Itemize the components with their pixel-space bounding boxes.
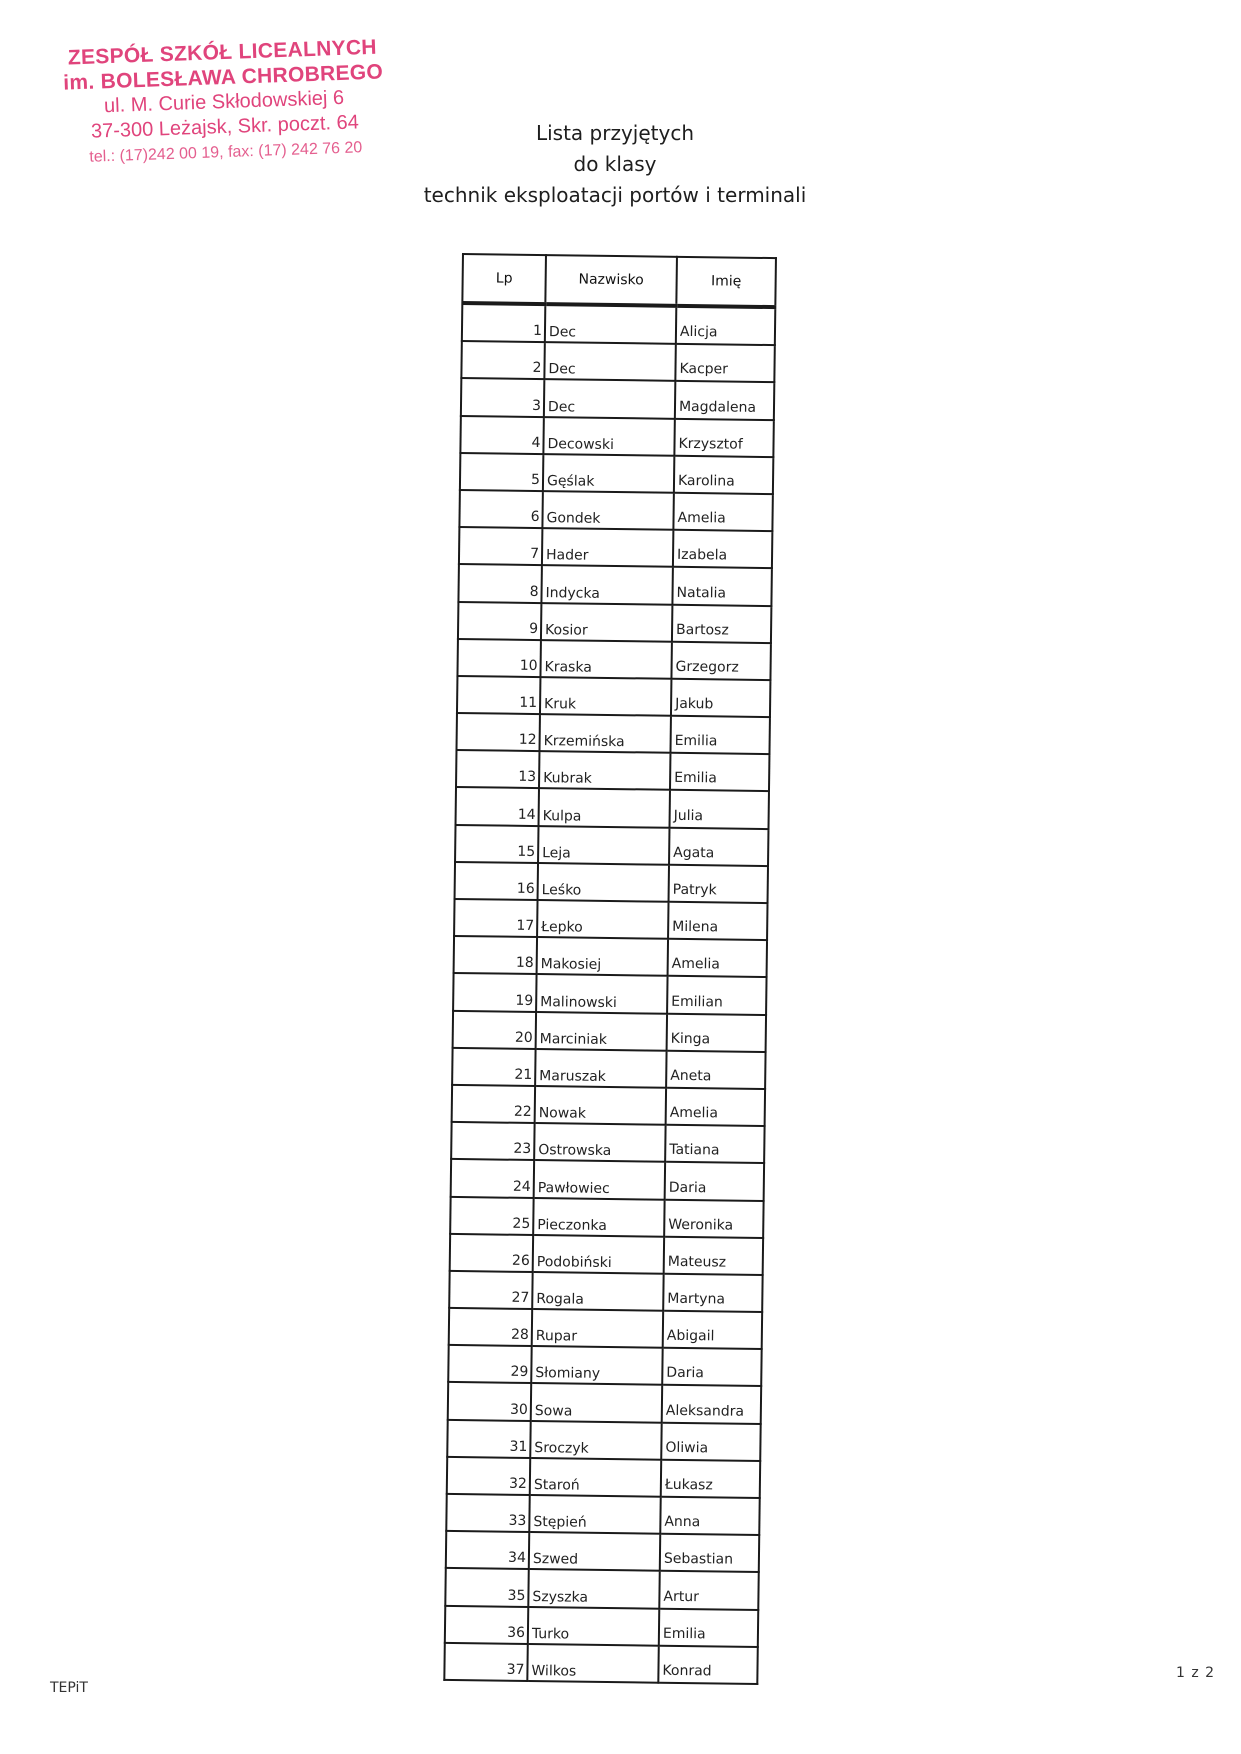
title-line-3: technik eksploatacji portów i terminali bbox=[423, 183, 807, 207]
table-row bbox=[460, 416, 773, 457]
cell-name: Emilian bbox=[667, 976, 766, 1014]
cell-surname: Dec bbox=[544, 379, 675, 418]
stamp-city: 37-300 Leżajsk, Skr. poczt. 64 bbox=[90, 111, 360, 143]
cell-surname: Marciniak bbox=[536, 1012, 667, 1051]
cell-lp: 9 bbox=[458, 601, 541, 639]
column-header-surname: Nazwisko bbox=[545, 255, 677, 306]
cell-name: Abigail bbox=[663, 1311, 762, 1349]
cell-name: Magdalena bbox=[675, 381, 774, 419]
table-row bbox=[452, 1048, 765, 1089]
table-row bbox=[447, 1420, 760, 1461]
cell-surname: Kruk bbox=[540, 677, 671, 716]
cell-surname: Sroczyk bbox=[530, 1421, 661, 1460]
cell-surname: Staroń bbox=[530, 1458, 661, 1497]
cell-lp: 1 bbox=[462, 303, 545, 342]
cell-surname: Wilkos bbox=[527, 1644, 658, 1683]
cell-name: Daria bbox=[662, 1348, 761, 1386]
cell-name: Krzysztof bbox=[674, 418, 773, 456]
cell-name: Izabela bbox=[673, 530, 772, 568]
cell-name: Natalia bbox=[672, 567, 771, 605]
cell-lp: 28 bbox=[449, 1308, 532, 1346]
cell-name: Alicja bbox=[676, 306, 775, 345]
cell-name: Weronika bbox=[664, 1199, 763, 1237]
table-row bbox=[449, 1271, 762, 1312]
cell-surname: Rogala bbox=[532, 1272, 663, 1311]
column-header-name: Imię bbox=[676, 257, 776, 307]
table-header-row bbox=[462, 254, 776, 307]
table-row bbox=[450, 1196, 763, 1237]
footer-class-code: TEPiT bbox=[50, 1680, 88, 1696]
table-row bbox=[456, 750, 769, 791]
cell-lp: 21 bbox=[452, 1048, 535, 1086]
cell-lp: 25 bbox=[450, 1196, 533, 1234]
table-row bbox=[447, 1457, 760, 1498]
cell-surname: Kraska bbox=[540, 640, 671, 679]
table-row bbox=[454, 936, 767, 977]
table-row bbox=[461, 378, 774, 419]
cell-surname: Kubrak bbox=[539, 751, 670, 790]
cell-surname: Leja bbox=[538, 826, 669, 865]
stamp-street: ul. M. Curie Skłodowskiej 6 bbox=[103, 86, 345, 118]
cell-surname: Gondek bbox=[542, 491, 673, 530]
cell-name: Jakub bbox=[671, 679, 770, 717]
table-row bbox=[451, 1159, 764, 1200]
cell-surname: Łepko bbox=[537, 900, 668, 939]
cell-name: Kacper bbox=[675, 344, 774, 382]
cell-name: Oliwia bbox=[661, 1422, 760, 1460]
table-row bbox=[455, 825, 768, 866]
cell-name: Bartosz bbox=[672, 604, 771, 642]
table-row bbox=[453, 973, 766, 1014]
cell-lp: 24 bbox=[451, 1159, 534, 1197]
school-stamp bbox=[52, 34, 396, 171]
column-header-lp: Lp bbox=[462, 254, 546, 304]
cell-lp: 10 bbox=[457, 639, 540, 677]
cell-name: Agata bbox=[669, 827, 768, 865]
cell-surname: Indycka bbox=[541, 565, 672, 604]
cell-name: Julia bbox=[669, 790, 768, 828]
page-title bbox=[405, 118, 825, 211]
admissions-table bbox=[443, 253, 777, 1685]
cell-name: Emilia bbox=[670, 716, 769, 754]
cell-lp: 37 bbox=[444, 1643, 527, 1681]
cell-surname: Gęślak bbox=[543, 454, 674, 493]
cell-lp: 18 bbox=[454, 936, 537, 974]
table-row bbox=[449, 1308, 762, 1349]
cell-surname: Dec bbox=[545, 304, 676, 344]
cell-name: Sebastian bbox=[660, 1534, 759, 1572]
table-row bbox=[459, 490, 772, 531]
table-row bbox=[457, 676, 770, 717]
cell-surname: Dec bbox=[544, 342, 675, 381]
cell-lp: 15 bbox=[455, 825, 538, 863]
stamp-school-name: ZESPÓŁ SZKÓŁ LICEALNYCH bbox=[67, 35, 378, 70]
cell-lp: 16 bbox=[455, 862, 538, 900]
table-row bbox=[444, 1643, 757, 1684]
page-number: 1 z 2 bbox=[1176, 1665, 1216, 1681]
table-row bbox=[462, 303, 775, 345]
cell-lp: 33 bbox=[446, 1494, 529, 1532]
table-row bbox=[448, 1345, 761, 1386]
cell-lp: 22 bbox=[452, 1085, 535, 1123]
cell-lp: 14 bbox=[456, 787, 539, 825]
cell-surname: Hader bbox=[542, 528, 673, 567]
table-row bbox=[459, 527, 772, 568]
table-row bbox=[450, 1234, 763, 1275]
cell-surname: Stępień bbox=[529, 1495, 660, 1534]
cell-name: Grzegorz bbox=[671, 641, 770, 679]
cell-lp: 8 bbox=[458, 564, 541, 602]
cell-lp: 20 bbox=[453, 1011, 536, 1049]
cell-surname: Kosior bbox=[541, 603, 672, 642]
cell-surname: Podobiński bbox=[533, 1235, 664, 1274]
table-row bbox=[458, 564, 771, 605]
cell-name: Artur bbox=[659, 1571, 758, 1609]
cell-surname: Pawłowiec bbox=[534, 1160, 665, 1199]
cell-name: Milena bbox=[668, 902, 767, 940]
cell-lp: 12 bbox=[456, 713, 539, 751]
cell-surname: Pieczonka bbox=[533, 1198, 664, 1237]
cell-name: Daria bbox=[665, 1162, 764, 1200]
cell-lp: 17 bbox=[454, 899, 537, 937]
cell-name: Karolina bbox=[674, 456, 773, 494]
cell-lp: 34 bbox=[446, 1531, 529, 1569]
cell-name: Amelia bbox=[668, 939, 767, 977]
cell-lp: 4 bbox=[460, 416, 543, 454]
cell-surname: Makosiej bbox=[537, 937, 668, 976]
cell-surname: Malinowski bbox=[536, 974, 667, 1013]
cell-lp: 31 bbox=[447, 1420, 530, 1458]
stamp-school-patron: im. BOLESŁAWA CHROBREGO bbox=[62, 60, 384, 95]
cell-name: Aleksandra bbox=[662, 1385, 761, 1423]
stamp-phone: tel.: (17)242 00 19, fax: (17) 242 76 20 bbox=[89, 139, 363, 166]
cell-lp: 7 bbox=[459, 527, 542, 565]
cell-lp: 19 bbox=[453, 973, 536, 1011]
cell-name: Łukasz bbox=[661, 1460, 760, 1498]
cell-lp: 26 bbox=[450, 1234, 533, 1272]
cell-surname: Decowski bbox=[543, 417, 674, 456]
cell-surname: Szwed bbox=[529, 1532, 660, 1571]
cell-lp: 2 bbox=[461, 341, 544, 379]
table-body bbox=[444, 303, 775, 1684]
cell-surname: Krzemińska bbox=[539, 714, 670, 753]
table-row bbox=[446, 1531, 759, 1572]
cell-name: Emilia bbox=[670, 753, 769, 791]
table-row bbox=[460, 453, 773, 494]
cell-name: Amelia bbox=[673, 493, 772, 531]
cell-lp: 35 bbox=[445, 1568, 528, 1606]
table-row bbox=[448, 1382, 761, 1423]
cell-surname: Leśko bbox=[538, 863, 669, 902]
cell-name: Martyna bbox=[663, 1274, 762, 1312]
cell-lp: 27 bbox=[449, 1271, 532, 1309]
table-row bbox=[445, 1605, 758, 1646]
cell-lp: 13 bbox=[456, 750, 539, 788]
cell-lp: 11 bbox=[457, 676, 540, 714]
table-row bbox=[451, 1122, 764, 1163]
cell-name: Emilia bbox=[659, 1608, 758, 1646]
title-line-2: do klasy bbox=[573, 152, 657, 176]
cell-name: Tatiana bbox=[665, 1125, 764, 1163]
cell-surname: Słomiany bbox=[531, 1346, 662, 1385]
cell-lp: 3 bbox=[461, 378, 544, 416]
cell-lp: 32 bbox=[447, 1457, 530, 1495]
table-row bbox=[455, 862, 768, 903]
cell-lp: 30 bbox=[448, 1382, 531, 1420]
table-row bbox=[456, 713, 769, 754]
table-row bbox=[452, 1085, 765, 1126]
cell-surname: Ostrowska bbox=[534, 1123, 665, 1162]
cell-surname: Turko bbox=[528, 1607, 659, 1646]
title-line-1: Lista przyjętych bbox=[535, 121, 695, 145]
table-row bbox=[461, 341, 774, 382]
admissions-table-wrapper bbox=[443, 253, 777, 1685]
cell-name: Mateusz bbox=[664, 1236, 763, 1274]
cell-name: Anna bbox=[660, 1497, 759, 1535]
table-row bbox=[457, 639, 770, 680]
cell-surname: Kulpa bbox=[539, 788, 670, 827]
cell-lp: 23 bbox=[451, 1122, 534, 1160]
cell-lp: 36 bbox=[445, 1605, 528, 1643]
table-row bbox=[456, 787, 769, 828]
cell-surname: Nowak bbox=[535, 1086, 666, 1125]
table-row bbox=[446, 1494, 759, 1535]
table-row bbox=[445, 1568, 758, 1609]
cell-name: Amelia bbox=[666, 1088, 765, 1126]
cell-name: Kinga bbox=[667, 1013, 766, 1051]
table-row bbox=[453, 1011, 766, 1052]
cell-surname: Szyszka bbox=[528, 1569, 659, 1608]
cell-surname: Sowa bbox=[531, 1383, 662, 1422]
cell-lp: 29 bbox=[448, 1345, 531, 1383]
table-row bbox=[458, 601, 771, 642]
cell-lp: 5 bbox=[460, 453, 543, 491]
table-row bbox=[454, 899, 767, 940]
cell-surname: Maruszak bbox=[535, 1049, 666, 1088]
cell-name: Konrad bbox=[658, 1645, 757, 1683]
cell-lp: 6 bbox=[459, 490, 542, 528]
cell-name: Aneta bbox=[666, 1050, 765, 1088]
cell-name: Patryk bbox=[669, 865, 768, 903]
cell-surname: Rupar bbox=[532, 1309, 663, 1348]
